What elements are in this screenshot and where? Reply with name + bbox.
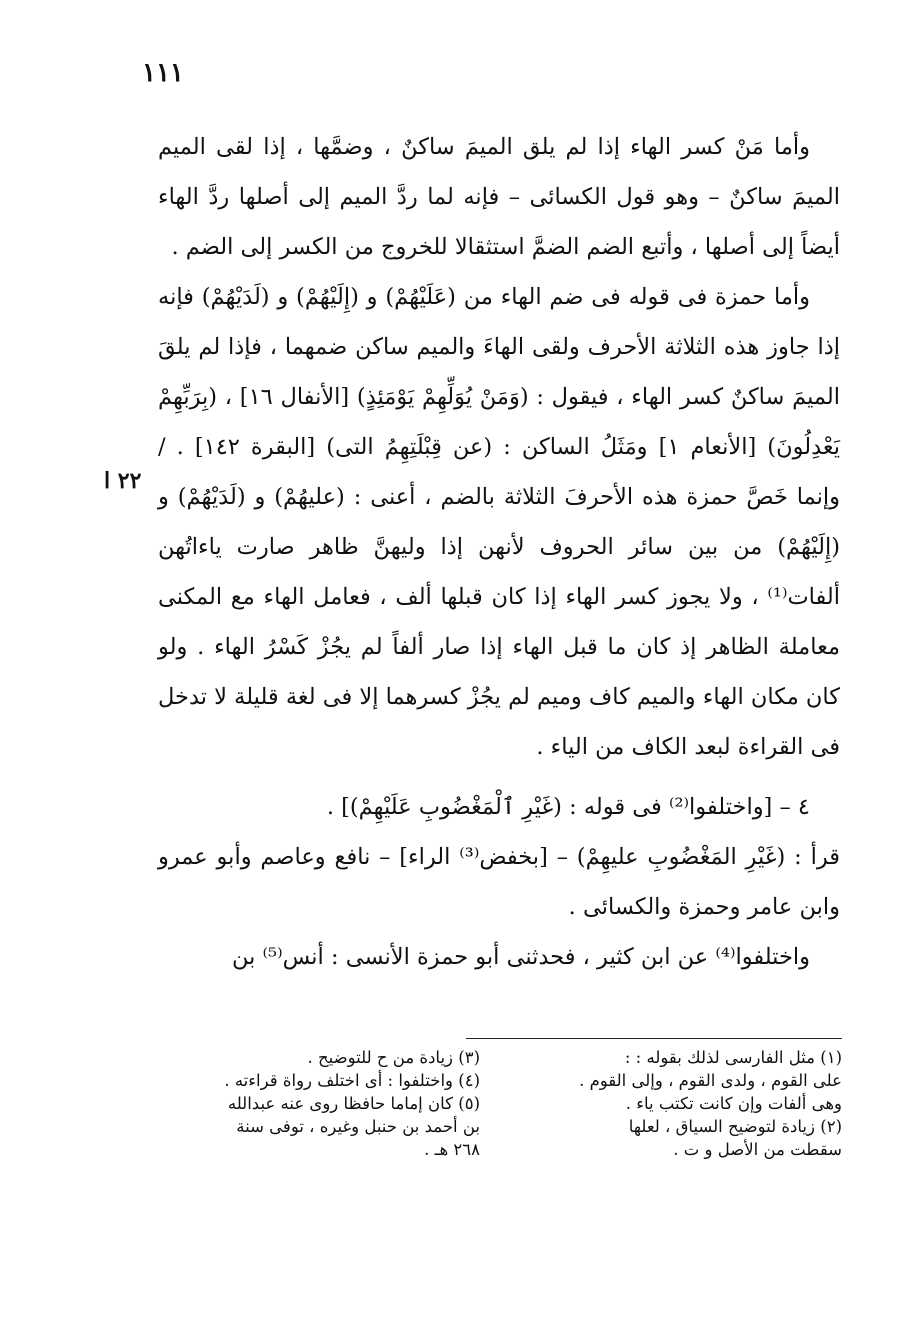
footnotes-right-column (490, 1046, 842, 1161)
footnote-line: على القوم ، ولدى القوم ، وإلى القوم . (579, 1071, 842, 1090)
page-number: ١١١ (142, 58, 184, 88)
footnote-divider (466, 1038, 842, 1039)
paragraph: واختلفوا⁽⁴⁾ عن ابن كثير ، فحدثنى أبو حمزة الأنسى : أنس⁽⁵⁾ بن (231, 944, 810, 970)
section-heading: ٤ – [واختلفوا⁽²⁾ فى قوله : (غَيْرِ ٱلْمَغْضُوبِ عَلَيْهِمْ)] . (326, 794, 810, 820)
footnote-line: بن أحمد بن حنبل وغيره ، توفى سنة (236, 1117, 480, 1136)
footnote-line: (٣) زيادة من ح للتوضيح . (307, 1048, 480, 1067)
footnote-line: (١) مثل الفارسى لذلك بقوله : : (624, 1048, 842, 1067)
footnote-line: وهى ألفات وإن كانت تكتب ياء . (625, 1094, 842, 1113)
footnote-line: سقطت من الأصل و ت . (673, 1140, 842, 1159)
footnotes-left-column (160, 1046, 480, 1161)
footnote-line: (٥) كان إماما حافظا روى عنه عبدالله (227, 1094, 480, 1113)
paragraph: قرأ : (غَيْرِ المَغْضُوبِ عليهِمْ) – [بخفض⁽³⁾ الراء] – نافع وعاصم وأبو عمرو وابن عامر وحمزة والكسائى . (158, 844, 840, 920)
paragraph: وأما مَنْ كسر الهاء إذا لم يلق الميمَ ساكنٌ ، وضمَّها ، إذا لقى الميم الميمَ ساكنٌ – وهو قول الكسائى – فإنه لما ردَّ الميم إلى أصلها ردَّ الهاء أيضاً إلى أصلها ، وأتبع الضم الضمَّ استثقالا للخروج من الكسر إلى الضم . (158, 134, 840, 260)
paragraph: وأما حمزة فى قوله فى ضم الهاء من (عَلَيْهُمْ) و (إِلَيْهُمْ) و (لَدَيْهُمْ) فإنه إذا جاوز هذه الثلاثة الأحرف ولقى الهاءَ والميم ساكن ضمهما ، فإذا لم يلقَ الميمَ ساكنٌ كسر الهاء ، فيقول : (وَمَنْ يُوَلِّهِمْ يَوْمَئِذٍ) [الأنفال ١٦] ، (بِرَبِّهِمْ يَعْدِلُونَ) [الأنعام ١] ومَثَلُ الساكن : (عن قِبْلَتِهِمُ التى) [البقرة ١٤٢] . / وإنما خَصَّ حمزة هذه الأحرفَ الثلاثة بالضم ، أعنى : (عليهُمْ) و (لَدَيْهُمْ) و (إِلَيْهُمْ) من بين سائر الحروف لأنهن إذا وليهنَّ ظاهر صارت ياءاتُهن ألفات⁽¹⁾ ، ولا يجوز كسر الهاء إذا كان قبلها ألف ، فعامل الهاء مع المكنى معاملة الظاهر إذ كان ما قبل الهاء إذا صار ألفاً لم يجُزْ كَسْرُ الهاء . ولو كان مكان الهاء والميم كاف وميم لم يجُزْ كسرهما إلا فى لغة قليلة لا تدخل فى القراءة لبعد الكاف من الياء . (158, 284, 840, 760)
footnote-line: (٤) واختلفوا : أى اختلف رواة قراءته . (224, 1071, 480, 1090)
main-text (158, 122, 840, 982)
footnote-line: ٢٦٨ هـ . (424, 1140, 480, 1159)
footnote-line: (٢) زيادة لتوضيح السياق ، لعلها (628, 1117, 842, 1136)
margin-folio-note: ٢٢ ا (104, 468, 142, 494)
